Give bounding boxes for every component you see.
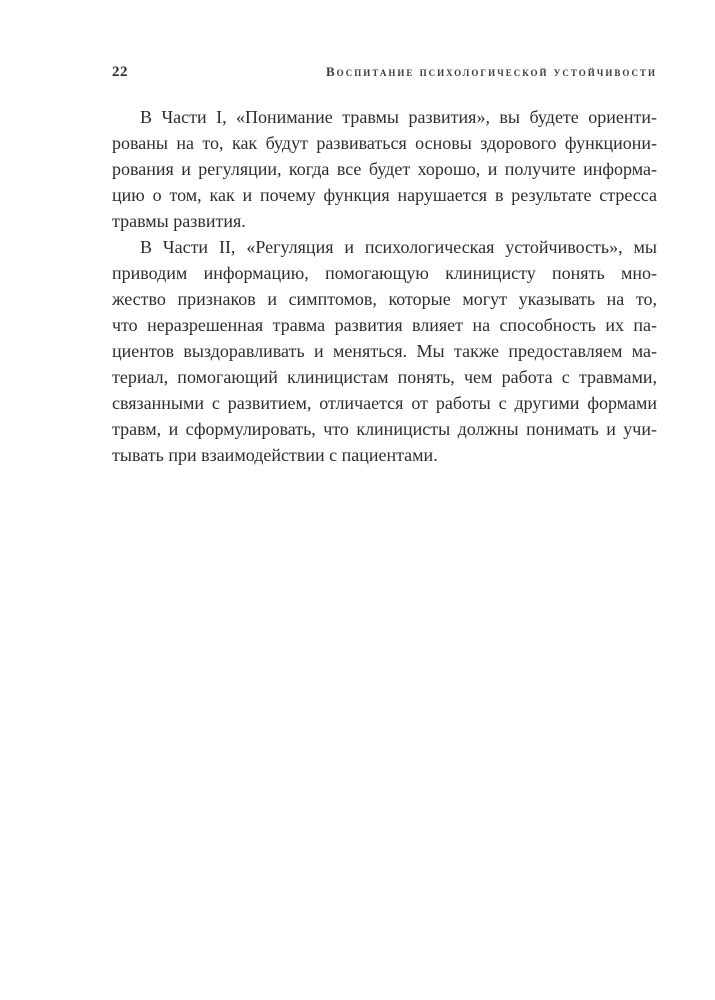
text-line: В Части II, «Регуляция и психологическая устойчивость», мы [140,237,657,257]
text-line: что неразрешенная травма развития влияет на способность их па- [112,315,657,335]
text-line: травм, и сформулировать, что клиницисты должны понимать и учи- [112,419,657,439]
text-line: циентов выздоравливать и меняться. Мы также предоставляем ма- [112,341,657,361]
text-line: связанными с развитием, отличается от работы с другими формами [112,393,657,413]
text-line: приводим информацию, помогающую клиницисту понять мно- [112,263,657,283]
text-line: рованы на то, как будут развиваться основы здорового функциони- [112,133,657,153]
text-line: жество признаков и симптомов, которые могут указывать на то, [112,289,657,309]
running-head-title: Воспитание психологической устойчивости [326,64,657,79]
text-line: травмы развития. [112,211,246,231]
paragraph-2 [112,234,657,468]
page-number: 22 [112,64,128,80]
text-line: В Части I, «Понимание травмы развития», вы будете ориенти- [140,107,657,127]
text-line: рования и регуляции, когда все будет хорошо, и получите информа- [112,159,657,179]
text-line: териал, помогающий клиницистам понять, чем работа с травмами, [112,367,657,387]
text-line: тывать при взаимодействии с пациентами. [112,445,438,465]
text-line: цию о том, как и почему функция нарушается в результате стресса [112,185,657,205]
paragraph-1 [112,104,657,234]
body-text [112,104,657,468]
page-header [112,64,657,81]
